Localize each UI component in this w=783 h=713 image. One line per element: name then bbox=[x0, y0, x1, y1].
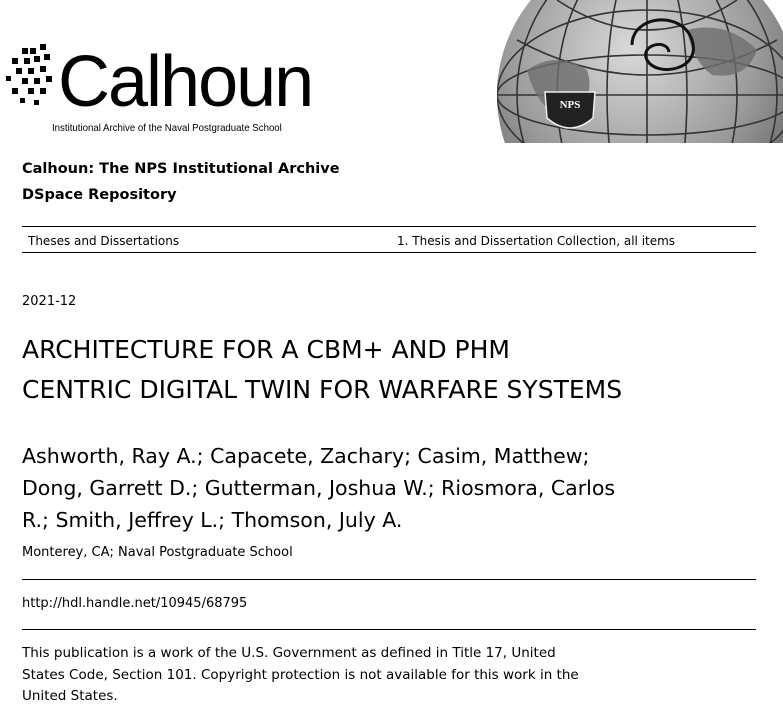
author-list bbox=[22, 440, 762, 536]
calhoun-logo bbox=[0, 30, 330, 140]
notice-line: This publication is a work of the U.S. Government as defined in Title 17, United bbox=[22, 645, 556, 661]
logo-tagline: Institutional Archive of the Naval Postgraduate School bbox=[52, 122, 282, 134]
publication-date: 2021-12 bbox=[22, 294, 77, 309]
archive-name: Calhoun: The NPS Institutional Archive bbox=[22, 161, 340, 177]
author-line: R.; Smith, Jeffrey L.; Thomson, July A. bbox=[22, 508, 403, 532]
breadcrumb-subcollection: 1. Thesis and Dissertation Collection, all items bbox=[397, 234, 676, 248]
globe-icon bbox=[497, 0, 783, 143]
repository-name: DSpace Repository bbox=[22, 187, 177, 203]
divider bbox=[22, 579, 756, 580]
notice-line: United States. bbox=[22, 688, 118, 704]
title-line: ARCHITECTURE FOR A CBM+ AND PHM bbox=[22, 335, 511, 364]
divider bbox=[22, 629, 756, 630]
author-line: Dong, Garrett D.; Gutterman, Joshua W.; Riosmora, Carlos bbox=[22, 476, 616, 500]
handle-url: http://hdl.handle.net/10945/68795 bbox=[22, 596, 248, 611]
document-title bbox=[22, 330, 762, 410]
publisher: Monterey, CA; Naval Postgraduate School bbox=[22, 545, 293, 560]
notice-line: States Code, Section 101. Copyright protection is not available for this work in the bbox=[22, 666, 579, 683]
logo-wordmark: Calhoun bbox=[58, 42, 313, 122]
title-line: CENTRIC DIGITAL TWIN FOR WARFARE SYSTEMS bbox=[22, 375, 623, 404]
nps-badge-icon bbox=[545, 92, 595, 128]
nps-badge-text: NPS bbox=[559, 99, 581, 111]
breadcrumb bbox=[22, 226, 756, 253]
author-line: Ashworth, Ray A.; Capacete, Zachary; Casim, Matthew; bbox=[22, 444, 590, 468]
pixel-mosaic-icon bbox=[0, 30, 60, 110]
breadcrumb-collection: Theses and Dissertations bbox=[28, 234, 180, 248]
copyright-notice bbox=[22, 643, 762, 708]
